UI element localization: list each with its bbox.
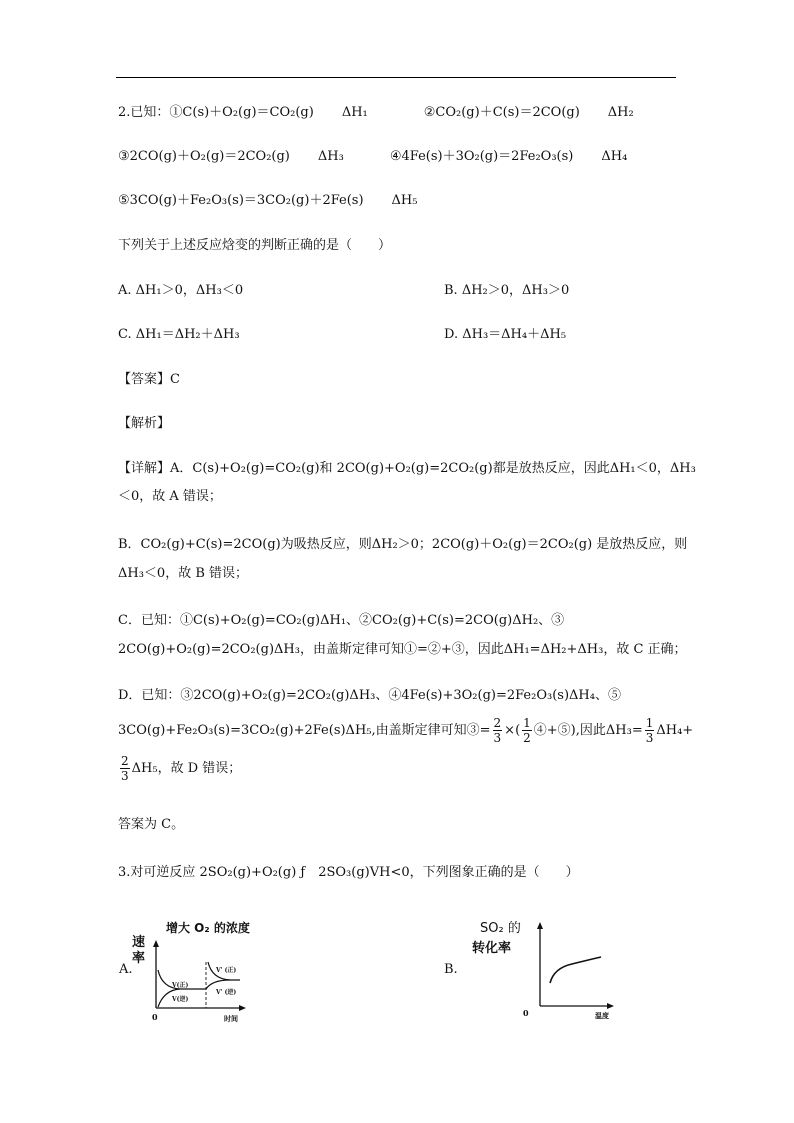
reaction-1-dh: ΔH₁ bbox=[341, 105, 368, 120]
detail-b-line-1: B．CO₂(g)+C(s)=2CO(g)为吸热反应，则ΔH₂＞0；2CO(g)＋O₂(g)＝2CO₂(g) 是放热反应，则 bbox=[118, 537, 688, 552]
option-c[interactable] bbox=[118, 326, 240, 344]
q2-stem: 下列关于上述反应焓变的判断正确的是（ ） bbox=[118, 238, 392, 253]
analysis-heading: 【解析】 bbox=[118, 416, 171, 431]
answer-line: 【答案】C bbox=[118, 372, 180, 387]
reaction-4-id: ④ bbox=[389, 149, 402, 164]
reaction-1-equation: C(s)＋O₂(g)＝CO₂(g) bbox=[182, 105, 314, 120]
figure-b-conversion-temperature bbox=[470, 910, 630, 1030]
q2-given-line-3 bbox=[118, 192, 417, 210]
svg-text:温度: 温度 bbox=[595, 1011, 609, 1020]
q3-stem: 3.对可逆反应 2SO₂(g)+O₂(g) ƒ 2SO₃(g)VH<0，下列图象正确的是（ ） bbox=[118, 865, 579, 880]
detail-c-line-1: C．已知：①C(s)+O₂(g)=CO₂(g)ΔH₁、②CO₂(g)+C(s)=2CO(g)ΔH₂、③ bbox=[118, 613, 565, 628]
reaction-2-id: ② bbox=[423, 105, 436, 120]
option-d[interactable] bbox=[444, 326, 566, 344]
reaction-2-dh: ΔH₂ bbox=[607, 105, 634, 120]
figure-a-rate-time bbox=[130, 910, 290, 1030]
conversion-temperature-graph bbox=[470, 910, 630, 1030]
option-c-text: ΔH₁＝ΔH₂＋ΔH₃ bbox=[135, 327, 240, 342]
fraction-num: 1 bbox=[645, 716, 654, 730]
option-d-text: ΔH₃＝ΔH₄＋ΔH₅ bbox=[462, 327, 567, 342]
detail-d-text-c: ④+⑤),因此ΔH₃= bbox=[533, 723, 643, 738]
svg-text:0: 0 bbox=[523, 1008, 529, 1018]
svg-text:速: 速 bbox=[132, 935, 146, 950]
reaction-3-id: ③ bbox=[118, 149, 130, 164]
fraction-den: 3 bbox=[645, 731, 654, 745]
svg-text:SO₂ 的: SO₂ 的 bbox=[480, 921, 521, 936]
detail-c-line-2: 2CO(g)+O₂(g)=2CO₂(g)ΔH₃，由盖斯定律可知①=②+③，因此ΔH₁=ΔH₂+ΔH₃，故 C 正确； bbox=[118, 642, 687, 657]
reaction-5-id: ⑤ bbox=[118, 193, 130, 208]
rate-time-graph bbox=[130, 910, 290, 1030]
option-b[interactable] bbox=[444, 282, 569, 300]
svg-text:率: 率 bbox=[132, 951, 146, 966]
option-c-label: C. bbox=[118, 327, 132, 342]
option-b-text: ΔH₂＞0，ΔH₃＞0 bbox=[461, 283, 570, 298]
option-a[interactable] bbox=[118, 282, 243, 300]
svg-text:0: 0 bbox=[152, 1012, 158, 1022]
fraction-num: 1 bbox=[523, 716, 531, 730]
fraction-1-2 bbox=[522, 716, 532, 745]
detail-d-line-3 bbox=[118, 754, 241, 783]
option-b-label: B. bbox=[444, 283, 458, 298]
header-rule bbox=[116, 77, 676, 78]
fig-a-label[interactable]: A. bbox=[119, 962, 133, 977]
reaction-5-dh: ΔH₅ bbox=[391, 193, 418, 208]
fraction-2-3 bbox=[493, 716, 503, 745]
reaction-4-dh: ΔH₄ bbox=[601, 149, 628, 164]
conclusion: 答案为 C。 bbox=[118, 817, 185, 832]
fraction-2-3 bbox=[120, 754, 130, 783]
fraction-num: 2 bbox=[121, 754, 129, 768]
detail-a-line-2: ＜0，故 A 错误； bbox=[118, 489, 222, 504]
fig-b-label[interactable]: B. bbox=[444, 962, 458, 977]
given-prefix: 2.已知： bbox=[118, 105, 170, 120]
svg-text:V(逆): V(逆) bbox=[172, 996, 189, 1003]
detail-d-text-b: ×( bbox=[504, 723, 521, 738]
detail-a-line-1: 【详解】A．C(s)+O₂(g)=CO₂(g)和 2CO(g)+O₂(g)=2CO₂(g)都是放热反应，因此ΔH₁＜0，ΔH₃ bbox=[118, 461, 696, 476]
svg-text:V(正): V(正) bbox=[172, 982, 189, 989]
fraction-den: 3 bbox=[121, 769, 129, 783]
detail-d-line-2 bbox=[118, 716, 693, 745]
fraction-1-3 bbox=[645, 716, 655, 745]
reaction-1-id: ① bbox=[169, 105, 183, 120]
option-d-label: D. bbox=[444, 327, 459, 342]
svg-text:时间: 时间 bbox=[224, 1014, 238, 1023]
svg-text:转化率: 转化率 bbox=[472, 941, 512, 956]
reaction-2-equation: CO₂(g)＋C(s)＝2CO(g) bbox=[435, 105, 580, 120]
reaction-3-equation: 2CO(g)＋O₂(g)＝2CO₂(g) bbox=[129, 149, 290, 164]
fraction-den: 3 bbox=[493, 731, 502, 745]
option-a-text: ΔH₁＞0，ΔH₃＜0 bbox=[135, 283, 244, 298]
svg-text:V' (正): V' (正) bbox=[216, 967, 237, 974]
detail-b-line-2: ΔH₃＜0，故 B 错误； bbox=[118, 566, 249, 581]
reaction-5-equation: 3CO(g)＋Fe₂O₃(s)＝3CO₂(g)＋2Fe(s) bbox=[129, 193, 364, 208]
q2-given-line-1 bbox=[118, 104, 634, 122]
fig-a-title: 增大 O₂ 的浓度 bbox=[166, 921, 250, 935]
svg-text:V' (逆): V' (逆) bbox=[216, 989, 237, 996]
fraction-den: 2 bbox=[523, 731, 531, 745]
detail-d-text-e: ΔH₅，故 D 错误； bbox=[131, 761, 242, 776]
option-a-label: A. bbox=[118, 283, 132, 298]
reaction-4-equation: 4Fe(s)＋3O₂(g)＝2Fe₂O₃(s) bbox=[401, 149, 574, 164]
q2-given-line-2 bbox=[118, 148, 627, 166]
detail-d-line-1: D．已知：③2CO(g)+O₂(g)=2CO₂(g)ΔH₃、④4Fe(s)+3O₂(g)=2Fe₂O₃(s)ΔH₄、⑤ bbox=[118, 688, 621, 703]
reaction-3-dh: ΔH₃ bbox=[317, 149, 344, 164]
fraction-num: 2 bbox=[493, 716, 502, 730]
detail-d-text-d: ΔH₄+ bbox=[656, 723, 694, 738]
detail-d-text-a: 3CO(g)+Fe₂O₃(s)=3CO₂(g)+2Fe(s)ΔH₅,由盖斯定律可知③= bbox=[118, 723, 491, 738]
